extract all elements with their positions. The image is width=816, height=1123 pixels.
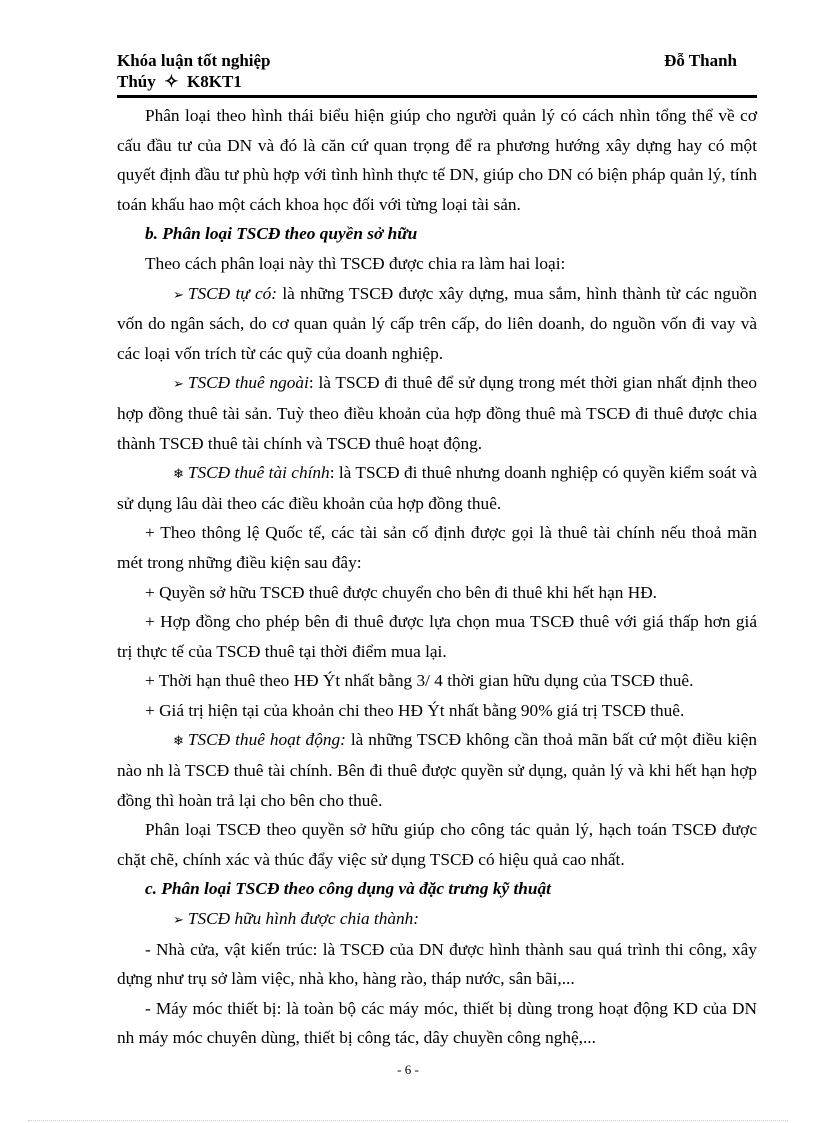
paragraph: - Nhà cửa, vật kiến trúc: là TSCĐ của DN được hình thành sau quá trình thi công, xây dựng như trụ sở làm việc, nhà kho, hàng rào, tháp nước, sân bãi,... xyxy=(117,939,757,989)
header-row-2 xyxy=(117,71,737,92)
header-row-1 xyxy=(117,50,737,71)
paragraph-text: : là TSCĐ đi thuê để sử dụng trong mét thời gian nhất định theo hợp đồng thuê tài sản. Tuỳ theo điều khoản của hợp đồng thuê mà TSCĐ đi thuê được chia thành TSCĐ thuê tài chính và TSCĐ thuê hoạt động. xyxy=(117,373,757,453)
paragraph: + Hợp đồng cho phép bên đi thuê được lựa chọn mua TSCĐ thuê với giá thấp hơn giá trị thực tế của TSCĐ thuê tại thời điểm mua lại. xyxy=(117,612,757,661)
term: TSCĐ thuê hoạt động: xyxy=(187,730,346,750)
thesis-title: Khóa luận tốt nghiệp xyxy=(117,51,271,70)
page-body xyxy=(117,101,757,1053)
paragraph: Phân loại TSCĐ theo quyền sở hữu giúp cho công tác quản lý, hạch toán TSCĐ được chặt chẽ, chính xác và thúc đẩy việc sử dụng TSCĐ có hiệu quả cao nhất. xyxy=(117,820,757,869)
paragraph xyxy=(117,725,757,815)
diamond-star-icon: ✧ xyxy=(160,72,183,91)
snowflake-bullet-icon: ❄ xyxy=(173,733,184,749)
paragraph: + Giá trị hiện tại của khoản chi theo HĐ Ýt nhất bằng 90% giá trị TSCĐ thuê. xyxy=(145,700,685,720)
arrow-bullet-icon: ➢ xyxy=(173,376,184,392)
paragraph xyxy=(117,368,757,458)
page-boundary-line xyxy=(28,1120,788,1121)
paragraph: + Theo thông lệ Quốc tế, các tài sản cố định được gọi là thuê tài chính nếu thoả mãn mét trong những điều kiện sau đây: xyxy=(117,523,757,572)
header-divider xyxy=(117,95,757,98)
paragraph: Theo cách phân loại này thì TSCĐ được chia ra làm hai loại: xyxy=(145,253,566,273)
term: TSCĐ thuê ngoài xyxy=(187,373,309,393)
paragraph: + Quyền sở hữu TSCĐ thuê được chuyển cho bên đi thuê khi hết hạn HĐ. xyxy=(145,582,657,602)
author-class-line xyxy=(117,71,242,92)
term: TSCĐ hữu hình được chia thành: xyxy=(187,909,420,929)
paragraph xyxy=(117,904,757,935)
author-name: Đỗ Thanh xyxy=(664,51,737,70)
term: TSCĐ tự có: xyxy=(187,283,278,303)
paragraph xyxy=(117,458,757,518)
section-heading-c: c. Phân loại TSCĐ theo công dụng và đặc trưng kỹ thuật xyxy=(145,879,551,899)
term: TSCĐ thuê tài chính xyxy=(187,463,330,483)
paragraph: - Máy móc thiết bị: là toàn bộ các máy móc, thiết bị dùng trong hoạt động KD của DN nh máy móc chuyên dùng, thiết bị công tác, dây chuyền công nghệ,... xyxy=(117,998,757,1048)
paragraph-text: là những TSCĐ được xây dựng, mua sắm, hình thành từ các nguồn vốn do ngân sách, do cơ quan quản lý cấp trên cấp, do liên doanh, do nguồn vốn đi vay và các loại vốn trích từ các quỹ của doanh nghiệp. xyxy=(117,283,757,363)
arrow-bullet-icon: ➢ xyxy=(173,912,184,928)
author-last-name: Thúy xyxy=(117,72,156,91)
paragraph-text: là những TSCĐ không cần thoả mãn bất cứ một điều kiện nào nh là TSCĐ thuê tài chính. Bên đi thuê được quyền sử dụng, quản lý và khi hết hạn hợp đồng thì hoàn trả lại cho bên cho thuê. xyxy=(117,730,757,810)
arrow-bullet-icon: ➢ xyxy=(173,286,184,302)
class-code: K8KT1 xyxy=(187,72,242,91)
paragraph: Phân loại theo hình thái biểu hiện giúp cho người quản lý có cách nhìn tổng thể về cơ cấu đầu tư của DN và đó là căn cứ quan trọng để ra phương hướng xây dựng hay có một quyết định đầu tư phù hợp với tình hình thực tế DN, giúp cho DN có biện pháp quản lý, tính toán khấu hao một cách khoa học đối với từng loại tài sản. xyxy=(117,106,757,214)
snowflake-bullet-icon: ❄ xyxy=(173,466,184,482)
section-heading-b: b. Phân loại TSCĐ theo quyền sở hữu xyxy=(145,224,418,244)
page-header xyxy=(117,50,737,92)
paragraph: + Thời hạn thuê theo HĐ Ýt nhất bằng 3/ 4 thời gian hữu dụng của TSCĐ thuê. xyxy=(145,671,694,691)
page-number: - 6 - xyxy=(397,1062,419,1077)
paragraph-text: : là TSCĐ đi thuê nhưng doanh nghiệp có quyền kiểm soát và sử dụng lâu dài theo các điều khoản của hợp đồng thuê. xyxy=(117,463,757,513)
paragraph xyxy=(117,279,757,369)
